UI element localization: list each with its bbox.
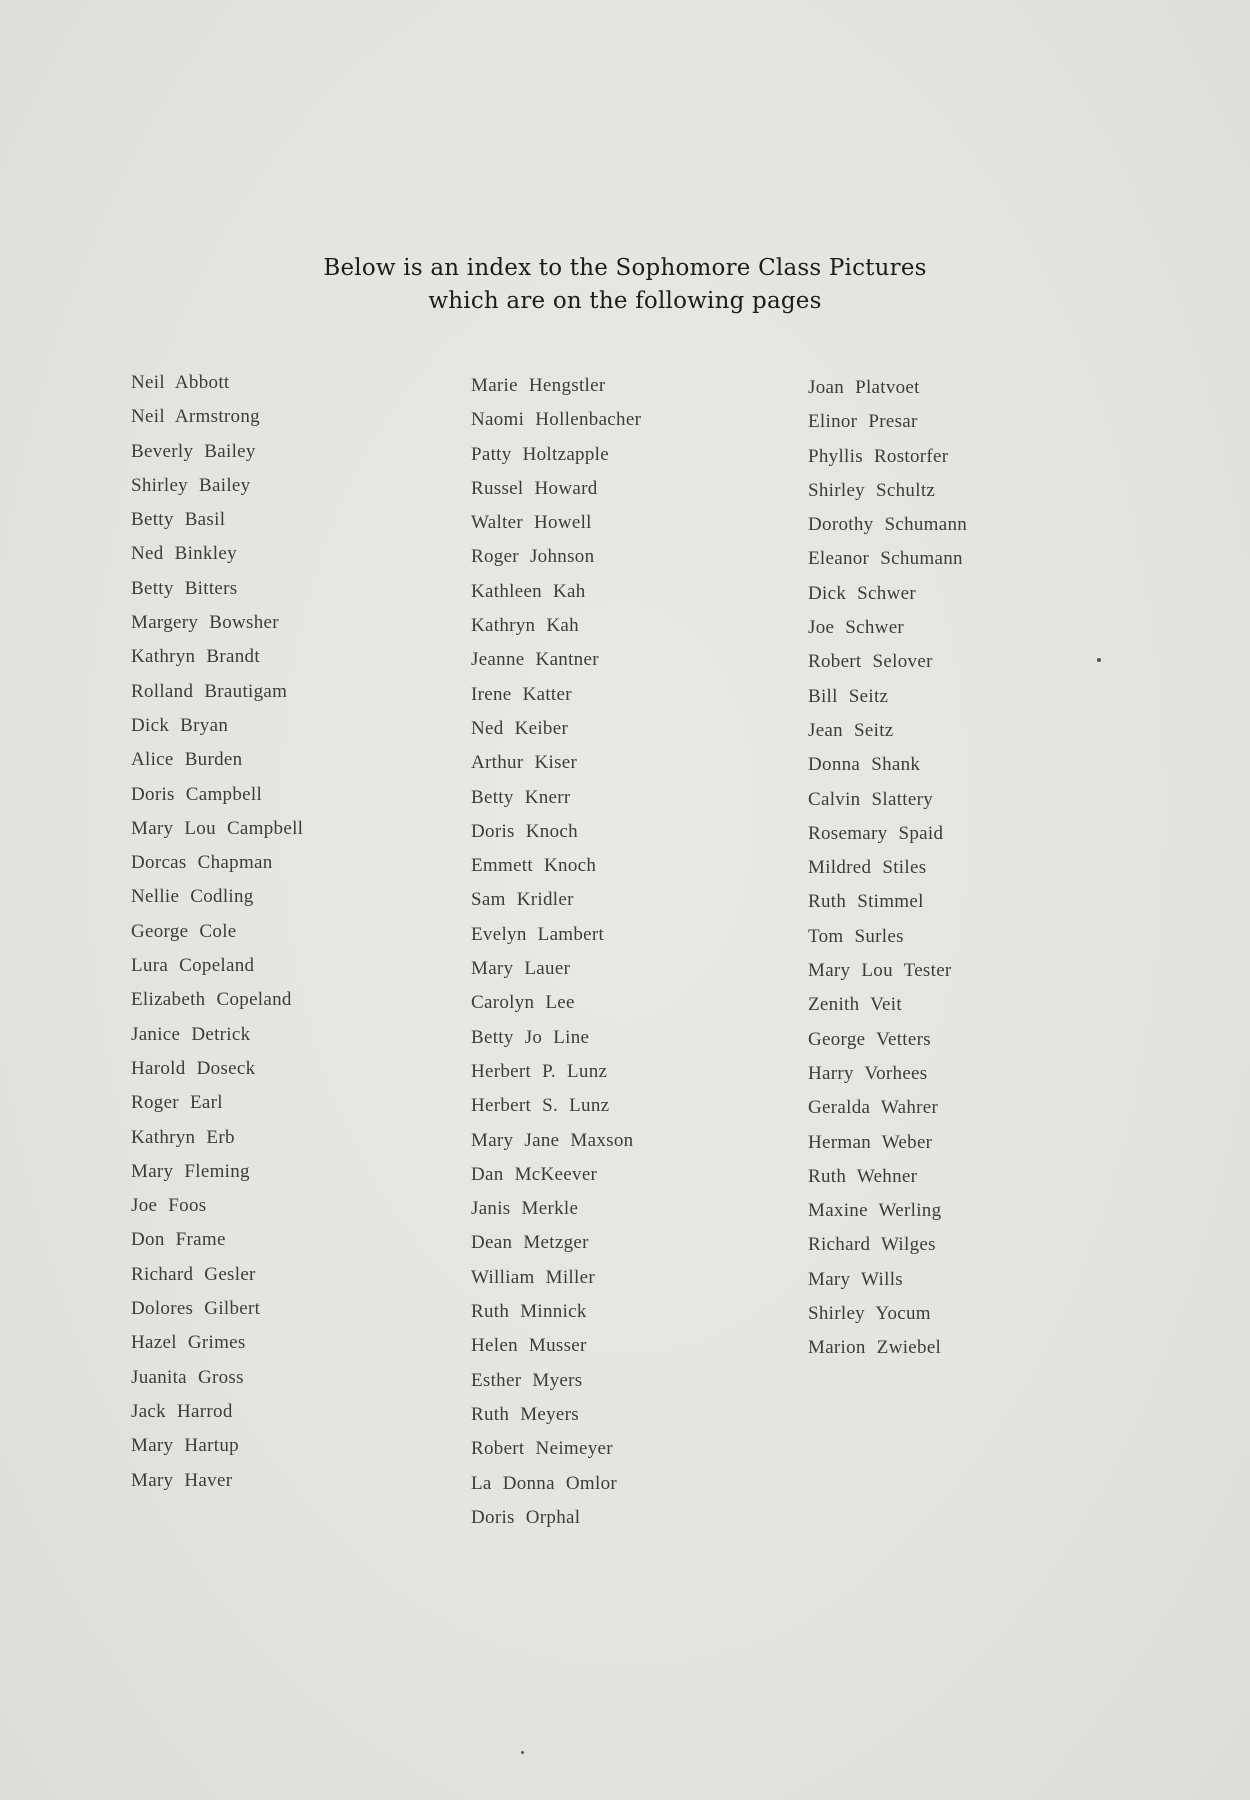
name-entry: Doris Campbell xyxy=(131,783,263,805)
name-entry: Marie Hengstler xyxy=(471,375,606,396)
name-entry: Shirley Yocum xyxy=(808,1303,931,1325)
name-entry: Emmett Knoch xyxy=(471,855,597,877)
name-entry: Doris Orphal xyxy=(471,1506,581,1528)
name-entry: Mary Hartup xyxy=(131,1435,239,1457)
page-heading xyxy=(0,252,1250,318)
name-entry: Mary Lou Campbell xyxy=(131,817,304,839)
name-entry: Dolores Gilbert xyxy=(131,1298,261,1320)
name-entry: Calvin Slattery xyxy=(808,788,934,810)
name-entry: Beverly Bailey xyxy=(131,440,256,462)
name-entry: Joan Platvoet xyxy=(808,377,920,398)
heading-line-1: Below is an index to the Sophomore Class Pictures xyxy=(323,255,927,281)
name-entry: Ruth Meyers xyxy=(471,1403,579,1425)
name-entry: Kathryn Brandt xyxy=(131,646,260,668)
name-entry: Carolyn Lee xyxy=(471,992,575,1014)
name-entry: Ned Keiber xyxy=(471,717,569,739)
name-entry: Herbert S. Lunz xyxy=(471,1095,610,1117)
name-entry: Elinor Presar xyxy=(808,411,918,433)
name-entry: Dorcas Chapman xyxy=(131,852,273,874)
name-entry: Naomi Hollenbacher xyxy=(471,409,642,431)
name-entry: Jeanne Kantner xyxy=(471,649,599,671)
name-entry: Robert Neimeyer xyxy=(471,1438,613,1460)
name-entry: Maxine Werling xyxy=(808,1200,942,1222)
name-entry: Rolland Brautigam xyxy=(131,680,288,702)
name-entry: Janis Merkle xyxy=(471,1198,579,1220)
name-entry: Bill Seitz xyxy=(808,685,889,707)
name-entry: Arthur Kiser xyxy=(471,752,578,774)
name-entry: Ruth Minnick xyxy=(471,1301,587,1323)
name-entry: Joe Schwer xyxy=(808,617,905,639)
name-entry: Alice Burden xyxy=(131,749,243,771)
name-entry: Dorothy Schumann xyxy=(808,514,968,536)
name-entry: Richard Gesler xyxy=(131,1263,256,1285)
name-entry: Margery Bowsher xyxy=(131,612,279,634)
name-entry: George Cole xyxy=(131,920,237,942)
name-entry: Mary Wills xyxy=(808,1268,903,1290)
name-entry: Sam Kridler xyxy=(471,889,574,911)
name-entry: Dan McKeever xyxy=(471,1163,598,1185)
name-entry: Hazel Grimes xyxy=(131,1332,246,1354)
name-entry: Betty Jo Line xyxy=(471,1026,590,1048)
name-entry: Ruth Stimmel xyxy=(808,891,924,913)
name-entry: George Vetters xyxy=(808,1028,931,1050)
name-entry: Harold Doseck xyxy=(131,1057,256,1079)
name-entry: Herbert P. Lunz xyxy=(471,1060,608,1082)
heading-line-2: which are on the following pages xyxy=(428,288,822,314)
name-entry: Rosemary Spaid xyxy=(808,822,944,844)
name-entry: Kathryn Erb xyxy=(131,1126,235,1148)
name-entry: Roger Johnson xyxy=(471,546,595,568)
name-entry: Herman Weber xyxy=(808,1131,933,1153)
name-entry: Mary Haver xyxy=(131,1469,233,1491)
name-entry: Helen Musser xyxy=(471,1335,587,1357)
name-entry: Evelyn Lambert xyxy=(471,923,605,945)
name-entry: Zenith Veit xyxy=(808,994,902,1016)
name-entry: Neil Abbott xyxy=(131,372,230,393)
name-entry: Roger Earl xyxy=(131,1092,223,1114)
name-entry: Mary Fleming xyxy=(131,1160,250,1182)
name-entry: Robert Selover xyxy=(808,651,933,673)
name-entry: Ruth Wehner xyxy=(808,1165,918,1187)
name-entry: Jack Harrod xyxy=(131,1400,233,1422)
name-entry: Don Frame xyxy=(131,1229,226,1251)
name-entry: Shirley Schultz xyxy=(808,479,936,501)
name-entry: Betty Basil xyxy=(131,509,226,531)
name-entry: Kathleen Kah xyxy=(471,580,586,602)
name-entry: Betty Knerr xyxy=(471,786,571,808)
name-entry: Donna Shank xyxy=(808,754,921,776)
name-entry: Mary Jane Maxson xyxy=(471,1129,634,1151)
name-column-1 xyxy=(131,366,303,1498)
name-entry: Phyllis Rostorfer xyxy=(808,445,949,467)
name-entry: La Donna Omlor xyxy=(471,1472,617,1494)
paper-speck xyxy=(1097,658,1101,662)
name-entry: Janice Detrick xyxy=(131,1023,251,1045)
name-entry: Eleanor Schumann xyxy=(808,548,963,570)
name-entry: William Miller xyxy=(471,1266,595,1288)
name-column-3 xyxy=(808,371,967,1366)
name-entry: Mildred Stiles xyxy=(808,857,927,879)
name-entry: Betty Bitters xyxy=(131,577,238,599)
name-entry: Russel Howard xyxy=(471,477,598,499)
name-entry: Dick Schwer xyxy=(808,582,916,604)
name-entry: Esther Myers xyxy=(471,1369,583,1391)
name-entry: Marion Zwiebel xyxy=(808,1337,942,1359)
name-entry: Lura Copeland xyxy=(131,955,255,977)
name-entry: Jean Seitz xyxy=(808,719,894,741)
name-entry: Richard Wilges xyxy=(808,1234,936,1256)
name-column-2 xyxy=(471,369,641,1535)
name-entry: Doris Knoch xyxy=(471,820,578,842)
name-entry: Nellie Codling xyxy=(131,886,254,908)
name-entry: Tom Surles xyxy=(808,925,904,947)
name-entry: Mary Lauer xyxy=(471,958,571,980)
name-entry: Ned Binkley xyxy=(131,543,237,565)
name-entry: Mary Lou Tester xyxy=(808,960,952,982)
name-entry: Joe Foos xyxy=(131,1195,207,1217)
paper-speck xyxy=(521,1751,524,1754)
name-entry: Dick Bryan xyxy=(131,714,229,736)
name-entry: Dean Metzger xyxy=(471,1232,589,1254)
name-entry: Geralda Wahrer xyxy=(808,1097,939,1119)
name-entry: Elizabeth Copeland xyxy=(131,989,292,1011)
name-entry: Shirley Bailey xyxy=(131,474,251,496)
name-entry: Juanita Gross xyxy=(131,1366,244,1388)
name-entry: Kathryn Kah xyxy=(471,615,579,637)
name-entry: Patty Holtzapple xyxy=(471,443,609,465)
name-entry: Harry Vorhees xyxy=(808,1062,928,1084)
name-entry: Irene Katter xyxy=(471,683,572,705)
name-entry: Neil Armstrong xyxy=(131,406,260,428)
name-entry: Walter Howell xyxy=(471,512,592,534)
